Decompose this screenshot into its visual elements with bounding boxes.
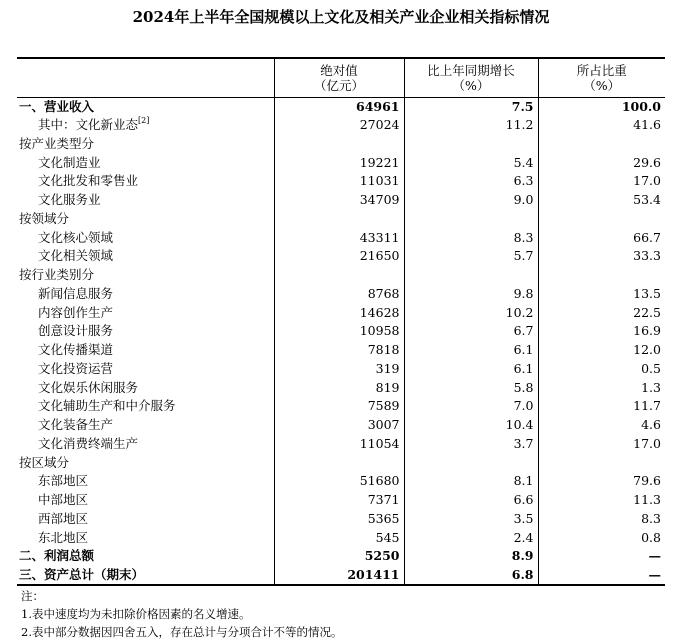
share-cell: [538, 453, 665, 472]
header-label-column: [17, 58, 274, 97]
table-row: [17, 247, 665, 266]
indicator-table: [17, 57, 665, 586]
row-label: 东部地区: [38, 473, 89, 489]
absolute-value-cell: 19221: [274, 153, 404, 172]
row-label: 文化核心领域: [38, 229, 114, 245]
table-row: [17, 116, 665, 135]
growth-cell: 7.0: [404, 397, 538, 416]
header-share: 所占比重 （%）: [538, 58, 665, 97]
table-row: [17, 435, 665, 454]
absolute-value-cell: 11031: [274, 172, 404, 191]
footnote-marker: [2]: [138, 116, 150, 126]
page-title: 2024年上半年全国规模以上文化及相关产业企业相关指标情况: [132, 8, 550, 26]
table-row: [17, 453, 665, 472]
row-label: 文化传播渠道: [38, 342, 114, 358]
growth-cell: 3.5: [404, 510, 538, 529]
growth-cell: 8.9: [404, 547, 538, 566]
table-row: [17, 153, 665, 172]
row-label: 文化制造业: [38, 154, 101, 170]
row-label: 文化服务业: [38, 192, 101, 208]
row-label: 中部地区: [38, 492, 89, 508]
table-row: [17, 472, 665, 491]
table-row: [17, 172, 665, 191]
growth-cell: 6.1: [404, 360, 538, 379]
row-label: 新闻信息服务: [38, 285, 114, 301]
share-cell: 29.6: [538, 153, 665, 172]
share-cell: 33.3: [538, 247, 665, 266]
row-label: 文化消费终端生产: [38, 435, 139, 451]
share-cell: [538, 135, 665, 154]
absolute-value-cell: 7818: [274, 341, 404, 360]
growth-cell: 3.7: [404, 435, 538, 454]
absolute-value-cell: 7371: [274, 491, 404, 510]
share-cell: 22.5: [538, 303, 665, 322]
growth-cell: 5.7: [404, 247, 538, 266]
share-cell: —: [538, 566, 665, 585]
share-cell: 11.7: [538, 397, 665, 416]
row-label: 二、利润总额: [19, 548, 95, 564]
footnote-heading: 注：: [21, 589, 44, 603]
absolute-value-cell: 8768: [274, 285, 404, 304]
row-label: 东北地区: [38, 529, 89, 545]
row-label: 按行业类别分: [19, 267, 95, 283]
table-row: [17, 547, 665, 566]
share-cell: 1.3: [538, 378, 665, 397]
row-label: 内容创作生产: [38, 304, 114, 320]
absolute-value-cell: [274, 210, 404, 229]
absolute-value-cell: 43311: [274, 228, 404, 247]
row-label: 其中：文化新业态[2]: [38, 116, 150, 133]
table-row: [17, 322, 665, 341]
absolute-value-cell: 10958: [274, 322, 404, 341]
absolute-value-cell: 819: [274, 378, 404, 397]
growth-cell: [404, 266, 538, 285]
header-absolute-value: 绝对值 （亿元）: [274, 58, 404, 97]
absolute-value-cell: [274, 135, 404, 154]
growth-cell: 11.2: [404, 116, 538, 135]
table-row: [17, 228, 665, 247]
row-label: 按领域分: [19, 210, 70, 226]
growth-cell: [404, 453, 538, 472]
row-label: 文化相关领域: [38, 248, 114, 264]
row-label: 文化投资运营: [38, 360, 114, 376]
row-label: 文化娱乐休闲服务: [38, 379, 139, 395]
growth-cell: [404, 210, 538, 229]
table-row: [17, 210, 665, 229]
absolute-value-cell: 34709: [274, 191, 404, 210]
share-cell: 41.6: [538, 116, 665, 135]
share-cell: 66.7: [538, 228, 665, 247]
absolute-value-cell: 51680: [274, 472, 404, 491]
row-label: 西部地区: [38, 510, 89, 526]
growth-cell: 6.8: [404, 566, 538, 585]
absolute-value-cell: 27024: [274, 116, 404, 135]
share-cell: 53.4: [538, 191, 665, 210]
table-row: [17, 510, 665, 529]
table-row: [17, 378, 665, 397]
table-row: [17, 341, 665, 360]
absolute-value-cell: 11054: [274, 435, 404, 454]
absolute-value-cell: 5365: [274, 510, 404, 529]
share-cell: 0.8: [538, 528, 665, 547]
row-label: 文化批发和零售业: [38, 173, 139, 189]
table-row: [17, 416, 665, 435]
row-label: 按产业类型分: [19, 135, 95, 151]
share-cell: —: [538, 547, 665, 566]
growth-cell: 10.2: [404, 303, 538, 322]
share-cell: 12.0: [538, 341, 665, 360]
table-row: [17, 397, 665, 416]
absolute-value-cell: [274, 266, 404, 285]
growth-cell: 5.4: [404, 153, 538, 172]
table-row: [17, 566, 665, 585]
share-cell: 0.5: [538, 360, 665, 379]
absolute-value-cell: 64961: [274, 97, 404, 116]
share-cell: 4.6: [538, 416, 665, 435]
growth-cell: 10.4: [404, 416, 538, 435]
growth-cell: 5.8: [404, 378, 538, 397]
table-row: [17, 491, 665, 510]
table-row: [17, 135, 665, 154]
share-cell: 16.9: [538, 322, 665, 341]
growth-cell: 9.0: [404, 191, 538, 210]
footnote-1: 1.表中速度均为未扣除价格因素的名义增速。: [21, 607, 251, 621]
row-label: 创意设计服务: [38, 323, 114, 339]
footnotes: [21, 587, 342, 641]
growth-cell: 6.1: [404, 341, 538, 360]
table-body: [17, 97, 665, 585]
growth-cell: 2.4: [404, 528, 538, 547]
table-row: [17, 266, 665, 285]
table-row: [17, 97, 665, 116]
absolute-value-cell: 201411: [274, 566, 404, 585]
absolute-value-cell: [274, 453, 404, 472]
share-cell: 11.3: [538, 491, 665, 510]
footnote-2: 2.表中部分数据因四舍五入，存在总计与分项合计不等的情况。: [21, 625, 343, 639]
share-cell: [538, 266, 665, 285]
share-cell: 17.0: [538, 435, 665, 454]
growth-cell: 7.5: [404, 97, 538, 116]
row-label: 三、资产总计（期末）: [19, 566, 145, 582]
growth-cell: 6.7: [404, 322, 538, 341]
growth-cell: 6.3: [404, 172, 538, 191]
absolute-value-cell: 21650: [274, 247, 404, 266]
share-cell: 17.0: [538, 172, 665, 191]
absolute-value-cell: 3007: [274, 416, 404, 435]
growth-cell: [404, 135, 538, 154]
absolute-value-cell: 7589: [274, 397, 404, 416]
table-row: [17, 528, 665, 547]
row-label: 文化辅助生产和中介服务: [38, 398, 176, 414]
row-label: 按区域分: [19, 454, 70, 470]
header-yoy-growth: 比上年同期增长 （%）: [404, 58, 538, 97]
table-row: [17, 285, 665, 304]
row-label: 一、营业收入: [19, 98, 95, 114]
share-cell: 100.0: [538, 97, 665, 116]
share-cell: [538, 210, 665, 229]
share-cell: 79.6: [538, 472, 665, 491]
absolute-value-cell: 545: [274, 528, 404, 547]
growth-cell: 6.6: [404, 491, 538, 510]
share-cell: 8.3: [538, 510, 665, 529]
table-row: [17, 360, 665, 379]
growth-cell: 8.3: [404, 228, 538, 247]
absolute-value-cell: 14628: [274, 303, 404, 322]
growth-cell: 9.8: [404, 285, 538, 304]
absolute-value-cell: 5250: [274, 547, 404, 566]
growth-cell: 8.1: [404, 472, 538, 491]
row-label: 文化装备生产: [38, 417, 114, 433]
table-row: [17, 191, 665, 210]
table-header: [17, 58, 665, 97]
absolute-value-cell: 319: [274, 360, 404, 379]
table-row: [17, 303, 665, 322]
share-cell: 13.5: [538, 285, 665, 304]
